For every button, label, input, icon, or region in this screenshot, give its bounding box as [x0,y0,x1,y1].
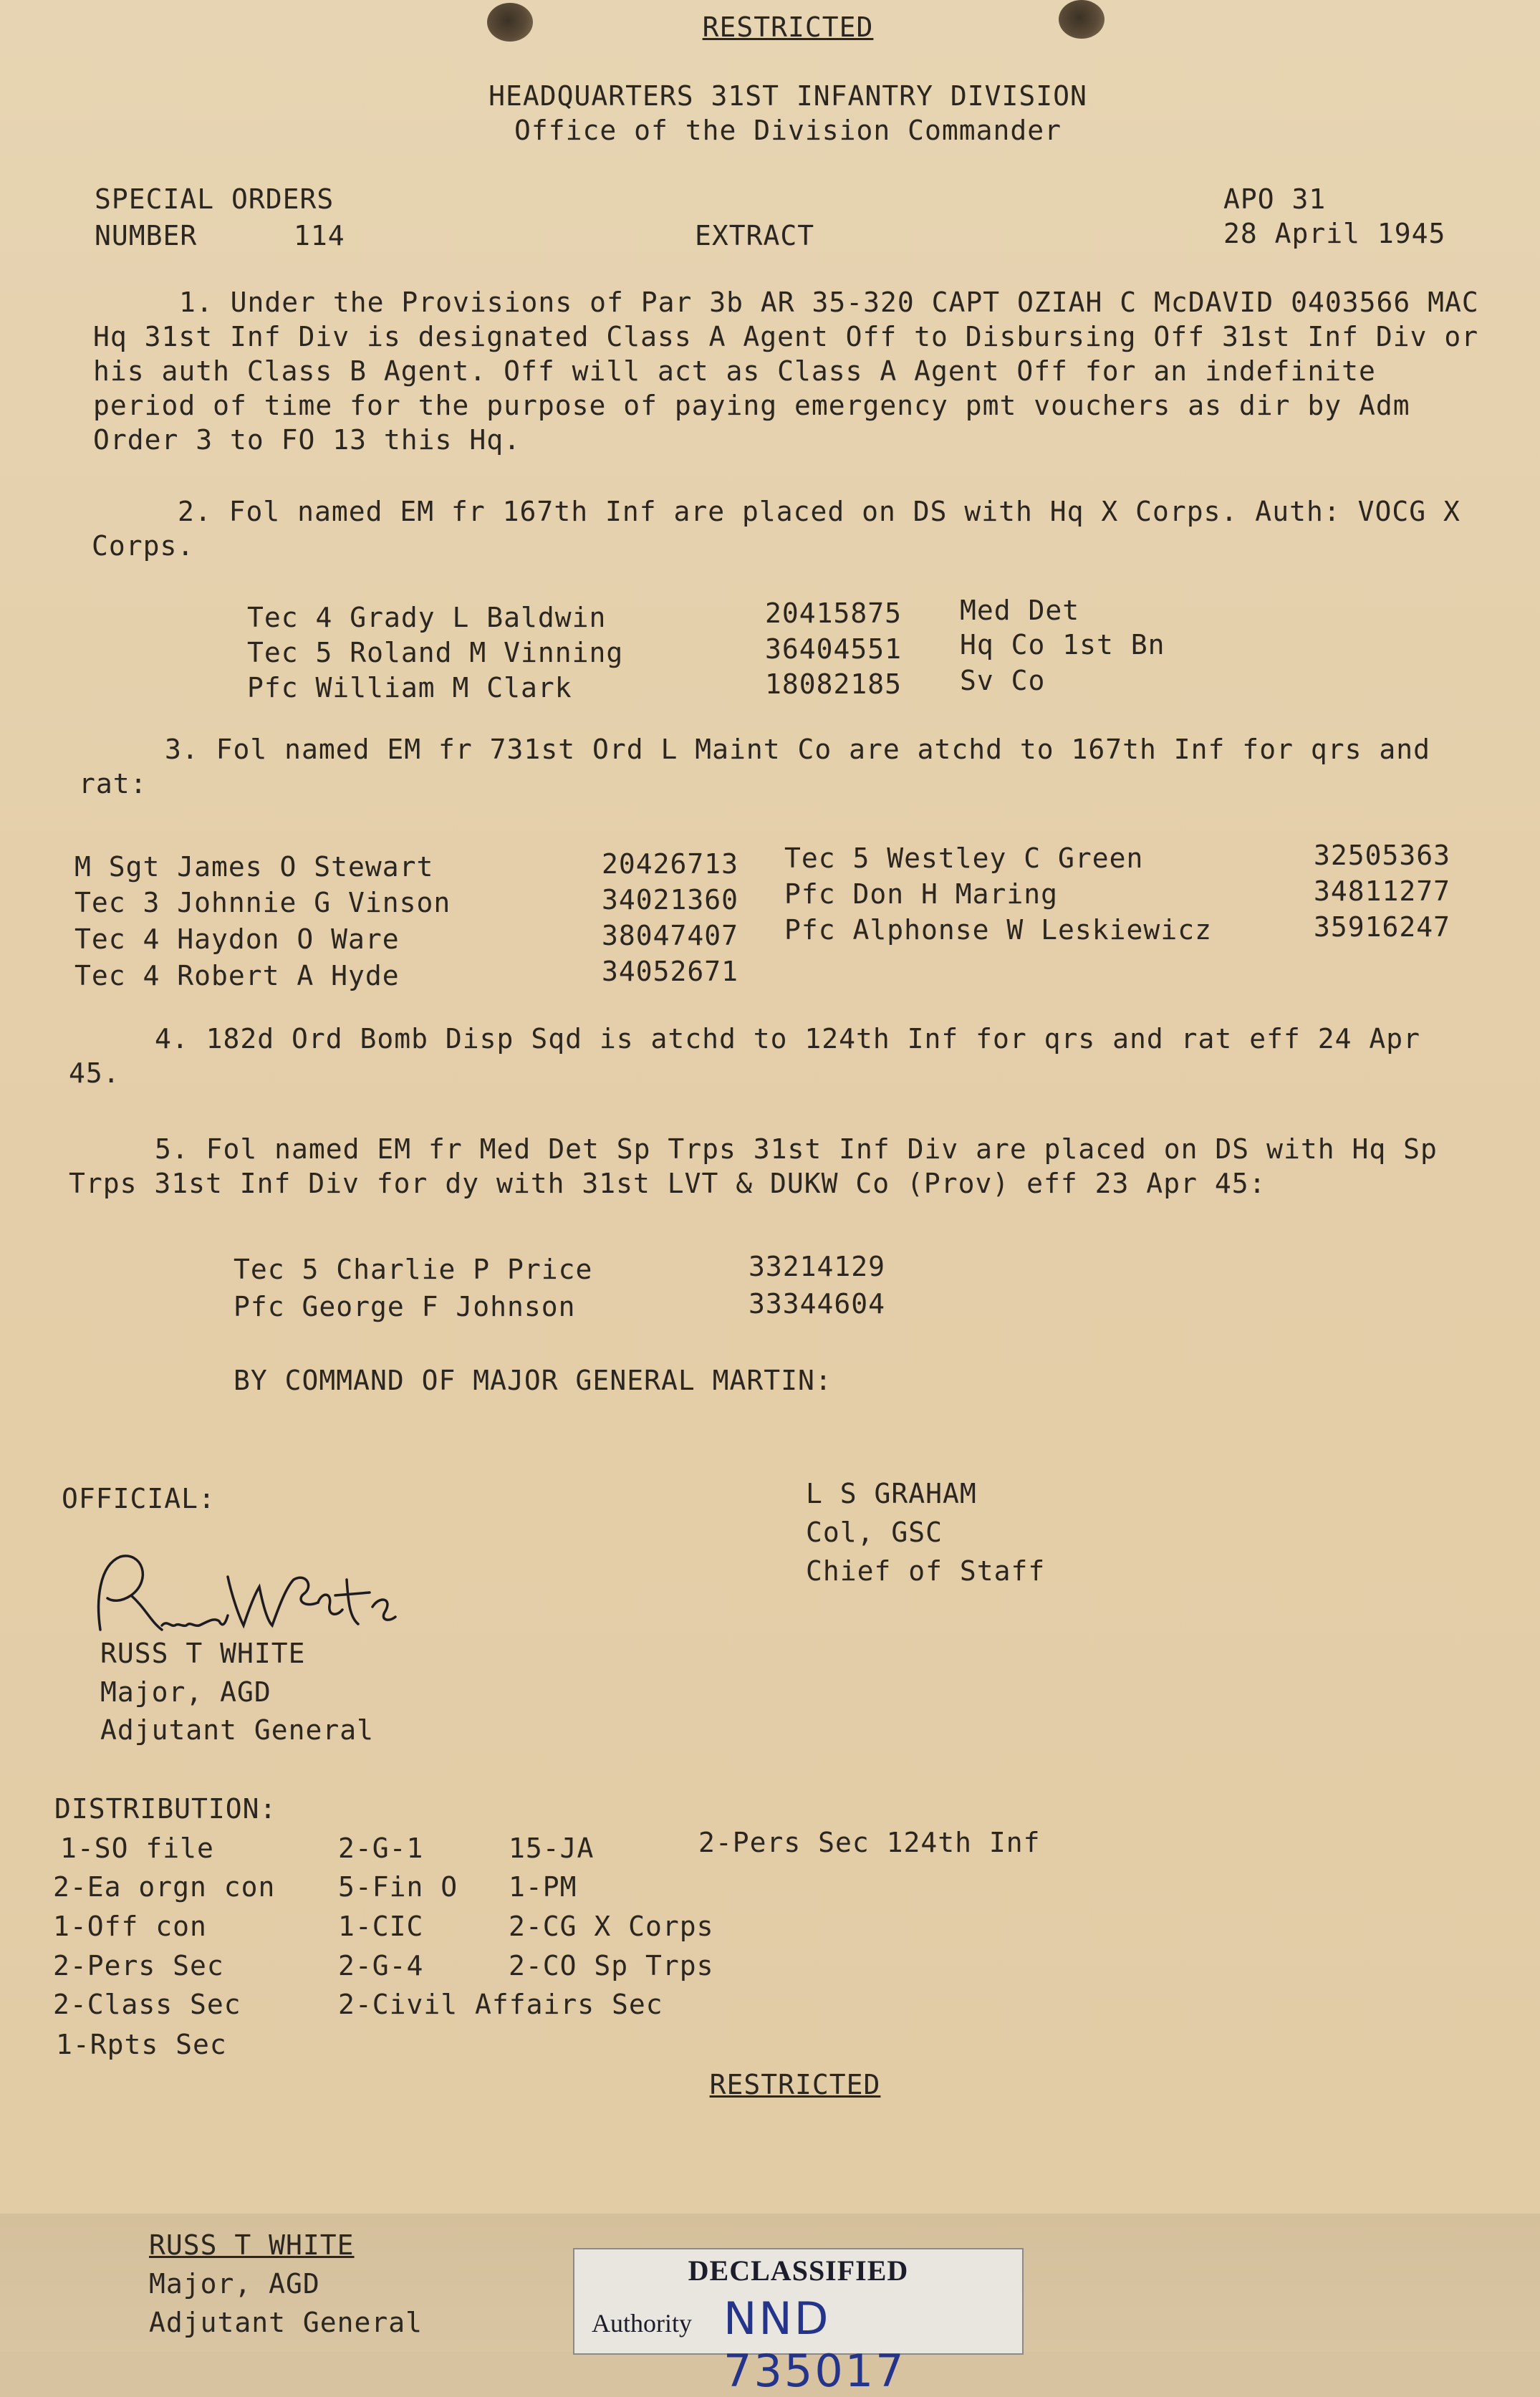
distribution-item: 2-Pers Sec [53,1950,224,1982]
roster-serial: 20415875 [765,597,903,629]
roster-serial: 34021360 [602,884,739,916]
number-label: NUMBER [95,220,198,251]
roster-serial: 33214129 [749,1251,886,1282]
order-number: 114 [294,220,345,251]
distribution-item: 1-SO file [60,1832,214,1864]
roster-name: Pfc George F Johnson [234,1291,576,1322]
declassified-stamp [573,2248,1024,2397]
roster-unit: Sv Co [960,665,1046,696]
roster-serial: 38047407 [602,920,739,951]
roster-unit: Hq Co 1st Bn [960,629,1165,661]
roster-serial: 20426713 [602,848,739,880]
roster-serial: 36404551 [765,633,903,665]
authority-label: Authority [592,2309,692,2338]
punch-hole-left [487,3,533,42]
official-label: OFFICIAL: [62,1483,216,1514]
paragraph-1: 1. Under the Provisions of Par 3b AR 35-320 CAPT OZIAH C McDAVID 0403566 MAC Hq 31st Inf Div is designated Class A Agent Off to Disbursing Off 31st Inf Div or his auth Class B Agent. Off will act as Class A Agent Off for an indefinite period of time for the purpose of paying emergency pmt vouchers as dir by Adm Order 3 to FO 13 this Hq. [93,287,1479,456]
restricted-marking-top: RESTRICTED [702,11,874,43]
roster-name: Tec 4 Robert A Hyde [74,960,400,991]
roster-name: Tec 5 Roland M Vinning [247,637,624,668]
signer-name: RUSS T WHITE [100,1638,306,1669]
paragraph-2: 2. Fol named EM fr 167th Inf are placed on DS with Hq X Corps. Auth: VOCG X Corps. [92,496,1460,562]
distribution-item: 2-Civil Affairs Sec [338,1989,663,2020]
lower-signer-rank: Major, AGD [149,2268,320,2300]
paragraph-5: 5. Fol named EM fr Med Det Sp Trps 31st Inf Div are placed on DS with Hq Sp Trps 31st Inf Div for dy with 31st LVT & DUKW Co (Prov) eff 23 Apr 45: [69,1133,1438,1199]
distribution-item: 2-Pers Sec 124th Inf [698,1827,1041,1858]
roster-serial: 34052671 [602,956,739,987]
command-line: BY COMMAND OF MAJOR GENERAL MARTIN: [234,1365,832,1396]
distribution-item: 1-PM [509,1871,577,1903]
order-date: 28 April 1945 [1223,218,1446,249]
distribution-item: 2-CO Sp Trps [509,1950,714,1982]
roster-serial: 34811277 [1314,875,1451,907]
signer-rank: Major, AGD [100,1676,271,1708]
distribution-item: 2-Ea orgn con [53,1871,276,1903]
roster-name: Tec 3 Johnnie G Vinson [74,887,451,918]
extract-label: EXTRACT [695,220,815,251]
roster-name: Pfc Alphonse W Leskiewicz [784,914,1212,946]
roster-serial: 32505363 [1314,840,1451,871]
paragraph-3: 3. Fol named EM fr 731st Ord L Maint Co are atchd to 167th Inf for qrs and rat: [79,734,1430,799]
lower-signer-title: Adjutant General [149,2307,423,2338]
roster-unit: Med Det [960,595,1080,626]
distribution-item: 2-Class Sec [53,1989,241,2020]
roster-name: Tec 5 Charlie P Price [234,1254,593,1285]
distribution-item: 1-CIC [338,1911,424,1942]
roster-name: Tec 4 Grady L Baldwin [247,602,607,633]
roster-name: Tec 5 Westley C Green [784,842,1144,874]
chief-title: Chief of Staff [806,1555,1046,1587]
punch-hole-right [1059,0,1105,39]
roster-name: Pfc William M Clark [247,672,572,703]
lower-signer-name: RUSS T WHITE [149,2229,355,2261]
distribution-item: 2-CG X Corps [509,1911,714,1942]
roster-name: M Sgt James O Stewart [74,851,434,883]
handwritten-signature [92,1551,400,1641]
chief-rank: Col, GSC [806,1517,943,1548]
office-heading: Office of the Division Commander [514,115,1062,146]
distribution-item: 5-Fin O [338,1871,458,1903]
distribution-item: 1-Rpts Sec [56,2029,227,2060]
roster-serial: 35916247 [1314,911,1451,943]
authority-code: NND 735017 [723,2292,906,2397]
declassified-title: DECLASSIFIED [688,2254,909,2287]
distribution-item: 2-G-4 [338,1950,424,1982]
special-orders-label: SPECIAL ORDERS [95,183,335,215]
roster-serial: 33344604 [749,1288,886,1320]
roster-name: Pfc Don H Maring [784,878,1059,910]
chief-name: L S GRAHAM [806,1478,977,1509]
distribution-item: 2-G-1 [338,1832,424,1864]
distribution-label: DISTRIBUTION: [54,1793,277,1825]
signer-title: Adjutant General [100,1714,375,1746]
distribution-item: 15-JA [509,1832,595,1864]
roster-serial: 18082185 [765,668,903,700]
roster-name: Tec 4 Haydon O Ware [74,923,400,955]
distribution-item: 1-Off con [53,1911,207,1942]
headquarters-heading: HEADQUARTERS 31ST INFANTRY DIVISION [489,80,1087,112]
restricted-marking-bottom: RESTRICTED [709,2069,881,2100]
paragraph-4: 4. 182d Ord Bomb Disp Sqd is atchd to 124th Inf for qrs and rat eff 24 Apr 45. [69,1023,1420,1089]
apo-label: APO 31 [1223,183,1327,215]
